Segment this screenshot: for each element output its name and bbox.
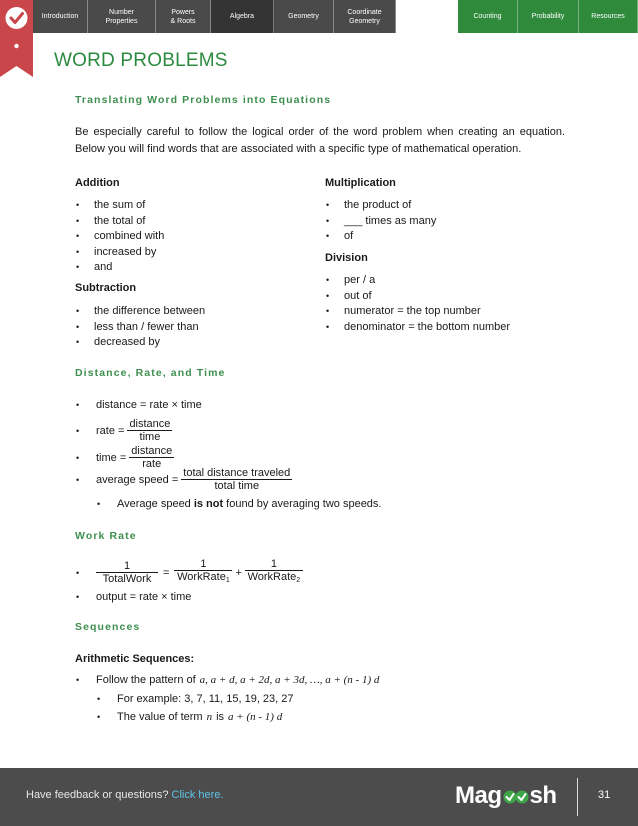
- feedback-label: Have feedback or questions?: [26, 789, 172, 801]
- tab-introduction[interactable]: Introduction: [0, 0, 88, 33]
- formula-text: output = rate × time: [96, 591, 192, 603]
- addition-heading: Addition: [75, 177, 120, 189]
- fraction: [127, 418, 172, 443]
- formula-output: • output = rate × time: [76, 591, 192, 603]
- tab-algebra[interactable]: Algebra: [211, 0, 274, 33]
- formula-lhs: average speed =: [96, 473, 179, 486]
- denominator: TotalWork: [102, 573, 152, 585]
- numerator: distance: [129, 418, 171, 430]
- page-title: WORD PROBLEMS: [54, 50, 228, 71]
- tab-probability[interactable]: Probability: [518, 0, 579, 33]
- feedback-link[interactable]: Click here.: [171, 789, 224, 801]
- list-item: • per / a: [325, 273, 510, 289]
- division-list: [325, 273, 510, 335]
- feedback-text: [26, 789, 224, 801]
- section-heading-sequences: Sequences: [75, 621, 141, 633]
- tab-coordinate-geometry[interactable]: Coordinate Geometry: [334, 0, 396, 33]
- subtraction-heading: Subtraction: [75, 282, 137, 294]
- addition-list: [75, 198, 164, 276]
- denominator: rate: [142, 458, 162, 470]
- formula-lhs: time =: [96, 451, 127, 464]
- list-item: • and: [75, 260, 164, 276]
- denominator: total time: [214, 480, 260, 492]
- term-label: The value of term: [117, 711, 203, 723]
- term-variable: n: [206, 711, 213, 723]
- formula-work-rate: • $\frac{1}{\text{TotalWork}}$ = $\frac{1}{WorkRate_1}$ + $\frac{1}{WorkRate_2}$: [75, 558, 306, 587]
- list-item: • denominator = the bottom number: [325, 320, 510, 336]
- section-heading-translating: Translating Word Problems into Equations: [75, 94, 332, 106]
- logo-text-start: Mag: [455, 782, 502, 809]
- list-item: • less than / fewer than: [75, 320, 205, 336]
- intro-paragraph: Be especially careful to follow the logical order of the word problem when creating an equation. Below you will find words that are associated with a specific type of mathematical operation.: [75, 126, 565, 155]
- numerator: distance: [131, 445, 173, 457]
- footer: [0, 768, 638, 826]
- footer-divider: [577, 778, 578, 816]
- note-pre: Average speed: [117, 498, 191, 510]
- sequence-term-value: • The value of term n is a + (n - 1) d: [97, 711, 283, 723]
- formula-average-speed: • average speed = $\frac{\text{total distance traveled}}{\text{total time}}$: [76, 467, 291, 492]
- section-heading-distance-rate-time: Distance, Rate, and Time: [75, 367, 226, 379]
- formula-distance: • distance = rate × time: [76, 399, 202, 411]
- numerator: 1: [96, 560, 158, 573]
- checkmark-bookmark-icon: [0, 0, 33, 77]
- denominator: [175, 571, 232, 587]
- denominator: [246, 571, 303, 587]
- term-is: is: [216, 711, 225, 723]
- denominator: time: [139, 431, 161, 443]
- tab-powers-roots[interactable]: Powers & Roots: [156, 0, 211, 33]
- fraction: [245, 558, 303, 587]
- list-item: • out of: [325, 289, 510, 305]
- sequence-pattern: • Follow the pattern of a, a + d, a + 2d, a + 3d, …, a + (n - 1) d: [76, 674, 380, 686]
- list-item: • decreased by: [75, 335, 205, 351]
- list-item: • the sum of: [75, 198, 164, 214]
- chapter-navigation: [0, 0, 638, 33]
- section-heading-work-rate: Work Rate: [75, 530, 137, 542]
- list-item: • the total of: [75, 214, 164, 230]
- list-item: • the product of: [325, 198, 436, 214]
- formula-lhs: rate =: [96, 424, 125, 437]
- checkmark-logo-icon: [503, 786, 529, 806]
- division-heading: Division: [325, 252, 368, 264]
- list-item: • of: [325, 229, 436, 245]
- formula-text: distance = rate × time: [96, 399, 202, 411]
- list-item: • the difference between: [75, 304, 205, 320]
- numerator: 1: [245, 558, 303, 571]
- page-number: 31: [598, 789, 611, 801]
- subscript: 1: [225, 577, 230, 584]
- work-rate-text: WorkRate: [177, 571, 226, 583]
- list-item: • increased by: [75, 245, 164, 261]
- average-speed-note: • Average speed is not found by averaging two speeds.: [97, 498, 382, 510]
- multiplication-heading: Multiplication: [325, 177, 396, 189]
- numerator: 1: [174, 558, 232, 571]
- tab-resources[interactable]: Resources: [579, 0, 638, 33]
- formula-time: • time = $\frac{\text{distance}}{\text{rate}}$: [76, 445, 173, 470]
- note-bold: is not: [193, 498, 224, 510]
- magoosh-logo: [455, 782, 557, 810]
- tab-number-properties[interactable]: Number Properties: [88, 0, 156, 33]
- fraction: [96, 560, 158, 585]
- tab-counting[interactable]: Counting: [458, 0, 518, 33]
- arithmetic-sequences-heading: Arithmetic Sequences:: [75, 653, 195, 665]
- numerator: total distance traveled: [183, 467, 291, 479]
- sequence-example: • For example: 3, 7, 11, 15, 19, 23, 27: [97, 693, 294, 705]
- pattern-label: Follow the pattern of: [96, 674, 196, 686]
- plus-sign: +: [235, 566, 242, 579]
- tab-geometry[interactable]: Geometry: [274, 0, 334, 33]
- multiplication-list: [325, 198, 436, 245]
- fraction: [181, 467, 292, 492]
- example-text: For example: 3, 7, 11, 15, 19, 23, 27: [117, 693, 294, 705]
- list-item: • combined with: [75, 229, 164, 245]
- note-post: found by averaging two speeds.: [226, 498, 382, 510]
- logo-text-end: sh: [529, 782, 557, 809]
- work-rate-text: WorkRate: [247, 571, 297, 583]
- pattern-formula: a, a + d, a + 2d, a + 3d, …, a + (n - 1) d: [199, 674, 380, 686]
- list-item: • ___ times as many: [325, 214, 436, 230]
- term-formula: a + (n - 1) d: [228, 711, 283, 723]
- subtraction-list: [75, 304, 205, 351]
- equals-sign: =: [163, 566, 170, 579]
- fraction: [174, 558, 232, 587]
- subscript: 2: [296, 577, 301, 584]
- list-item: • numerator = the top number: [325, 304, 510, 320]
- formula-rate: • rate = $\frac{\text{distance}}{\text{time}}$: [76, 418, 171, 443]
